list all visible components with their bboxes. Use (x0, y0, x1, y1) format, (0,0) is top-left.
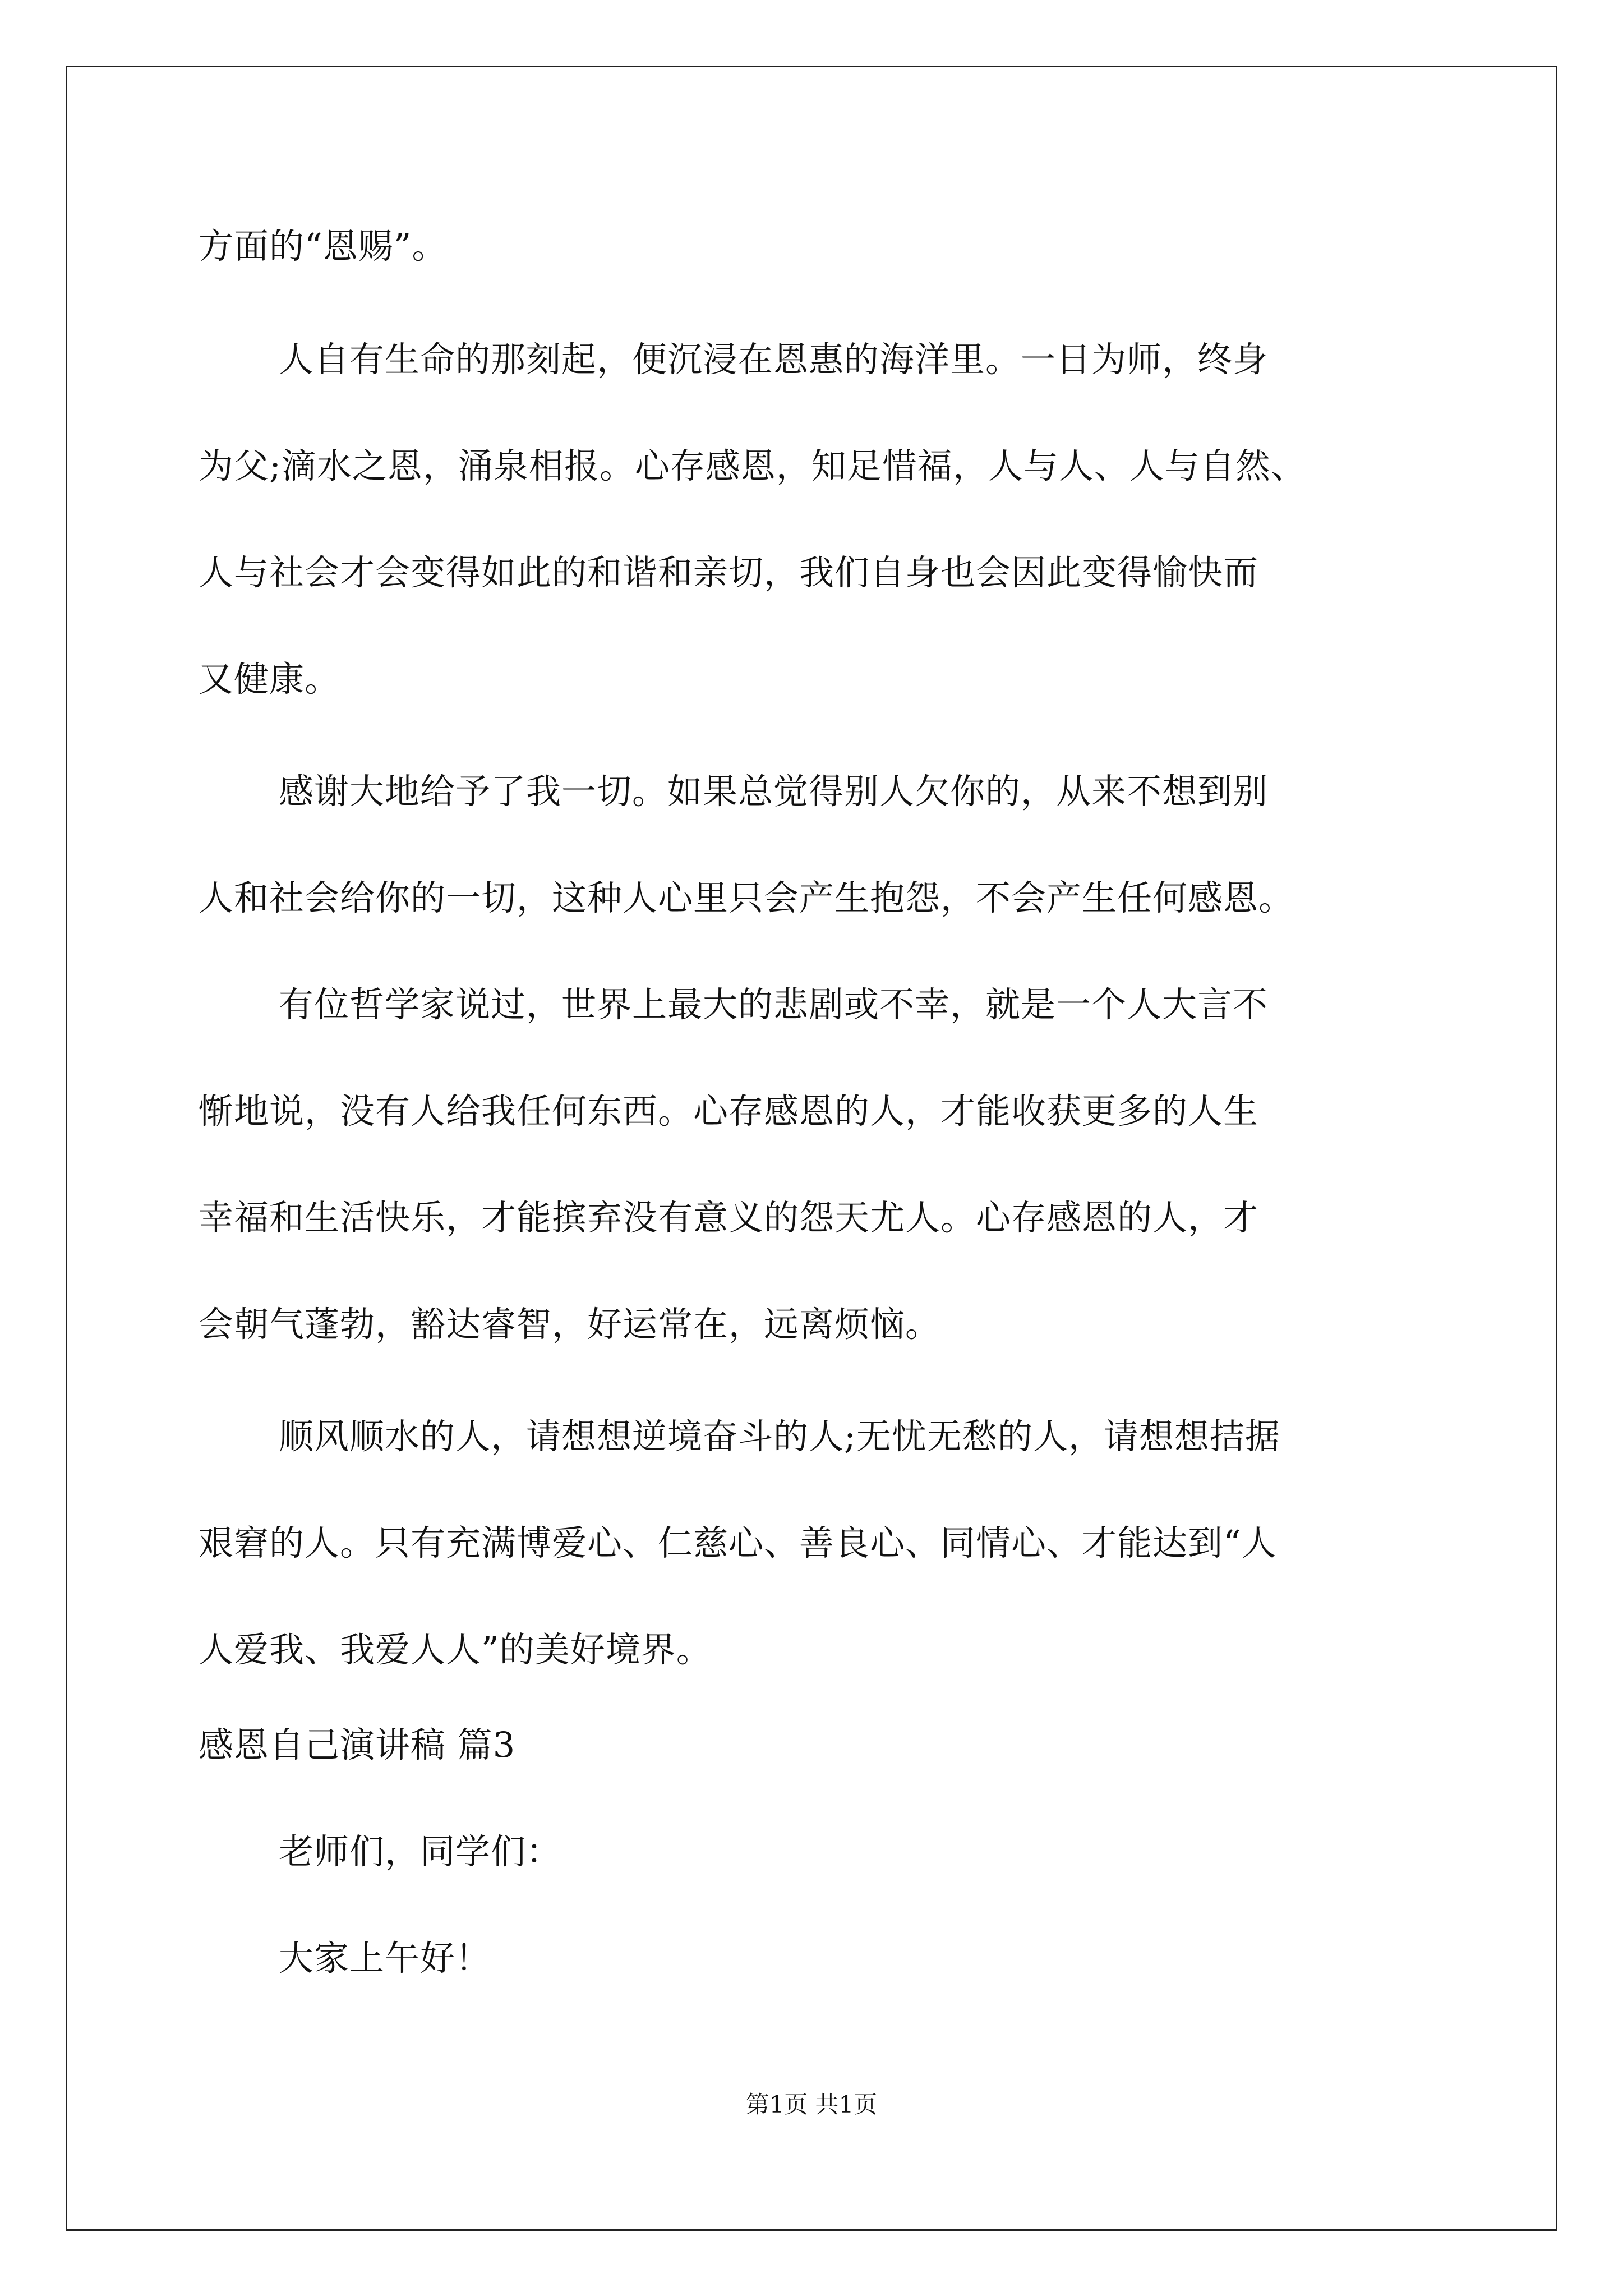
text-line: 惭地说，没有人给我任何东西。心存感恩的人，才能收获更多的人生 (199, 1091, 1259, 1131)
text-line: 老师们，同学们： (279, 1831, 562, 1872)
text-line: 幸福和生活快乐，才能摈弃没有意义的怨天尤人。心存感恩的人，才 (199, 1197, 1259, 1238)
page-border (66, 66, 1557, 2231)
text-line: 有位哲学家说过，世界上最大的悲剧或不幸，就是一个人大言不 (279, 984, 1269, 1025)
text-line: 方面的“恩赐”。 (199, 226, 448, 266)
page-footer: 第1页 共1页 (745, 2091, 878, 2118)
text-line: 人自有生命的那刻起，便沉浸在恩惠的海洋里。一日为师，终身 (279, 339, 1269, 380)
text-line: 大家上午好！ (279, 1938, 491, 1978)
text-line: 会朝气蓬勃，豁达睿智，好运常在，远离烦恼。 (199, 1304, 941, 1345)
text-line: 顺风顺水的人，请想想逆境奋斗的人;无忧无愁的人，请想想拮据 (279, 1416, 1280, 1457)
text-line: 感谢大地给予了我一切。如果总觉得别人欠你的，从来不想到别 (279, 771, 1269, 812)
section-heading: 感恩自己演讲稿 篇3 (199, 1724, 516, 1765)
text-line: 为父;滴水之恩，涌泉相报。心存感恩，知足惜福，人与人、人与自然、 (199, 445, 1306, 486)
text-line: 人与社会才会变得如此的和谐和亲切，我们自身也会因此变得愉快而 (199, 552, 1259, 593)
text-line: 人爱我、我爱人人”的美好境界。 (199, 1629, 712, 1670)
text-line: 艰窘的人。只有充满博爱心、仁慈心、善良心、同情心、才能达到“人 (199, 1522, 1277, 1563)
text-line: 人和社会给你的一切，这种人心里只会产生抱怨，不会产生任何感恩。 (199, 877, 1294, 918)
text-line: 又健康。 (199, 659, 340, 700)
